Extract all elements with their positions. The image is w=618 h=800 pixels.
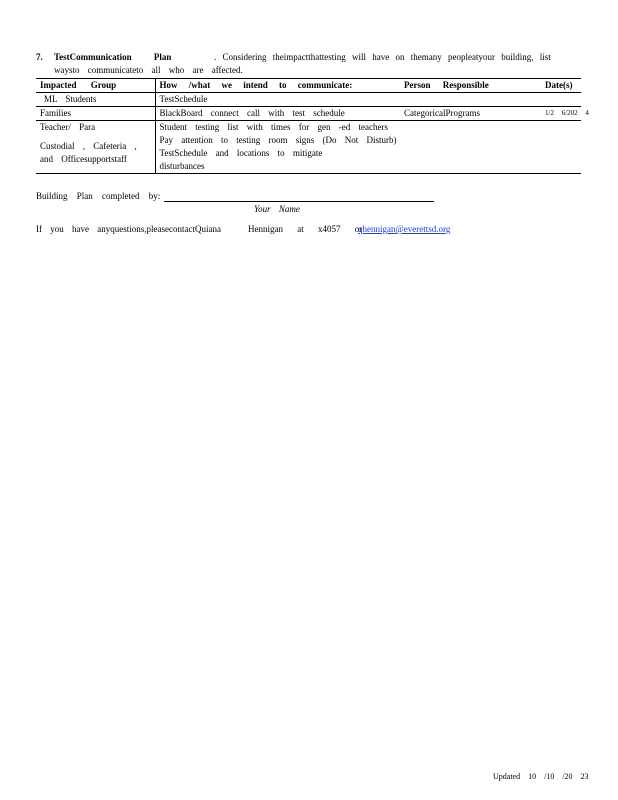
table-row: [36, 107, 581, 121]
communication-plan-table: [36, 78, 589, 174]
table-header-row: [36, 79, 581, 93]
section-intro-line2: waysto communicateto all who are affected.: [54, 65, 243, 75]
section-intro-line1: . Considering theimpactthattesting will have on themany peopleatyour building, list: [214, 52, 551, 62]
your-name-caption: Your Name: [254, 204, 300, 214]
cell-group: Families: [36, 107, 155, 121]
table-row: [36, 93, 581, 107]
cell-dates: 1/2 6/202 4: [519, 107, 581, 121]
cell-how: TestSchedule: [155, 93, 400, 107]
cell-how: Student testing list with times for gen -ed teachers Pay attention to testing room signs (Do Not Disturb) TestSchedule and locations to mitigate disturbances: [155, 121, 400, 174]
contact-text-part1: If you have anyquestions,pleasecontactQuiana: [36, 224, 221, 234]
updated-date: Updated 10 /10 /20 23: [493, 772, 589, 781]
completed-by-label: Building Plan completed by:: [36, 191, 161, 201]
header-person-responsible: Person Responsible: [400, 79, 519, 93]
signature-line[interactable]: [164, 201, 434, 202]
contact-email-link[interactable]: qhennigan@everettsd.org: [358, 224, 451, 234]
plan-completed-by: [36, 191, 406, 205]
contact-text-part2: Hennigan at x4057 or: [248, 224, 363, 234]
cell-person: [400, 121, 519, 174]
cell-group: Teacher/ Para Custodial , Cafeteria , and Officesupportstaff: [36, 121, 155, 174]
section-number: 7.: [36, 52, 43, 62]
header-impacted-group: Impacted Group: [36, 79, 155, 93]
cell-dates: [519, 121, 581, 174]
cell-group: ML Students: [36, 93, 155, 107]
table-row: [36, 121, 581, 174]
section-title: TestCommunication Plan: [54, 52, 172, 62]
cell-how: BlackBoard connect call with test schedule: [155, 107, 400, 121]
header-how-what: How /what we intend to communicate:: [155, 79, 400, 93]
header-dates: Date(s): [519, 79, 581, 93]
cell-person: [400, 93, 519, 107]
cell-person: CategoricalPrograms: [400, 107, 519, 121]
cell-dates: [519, 93, 581, 107]
